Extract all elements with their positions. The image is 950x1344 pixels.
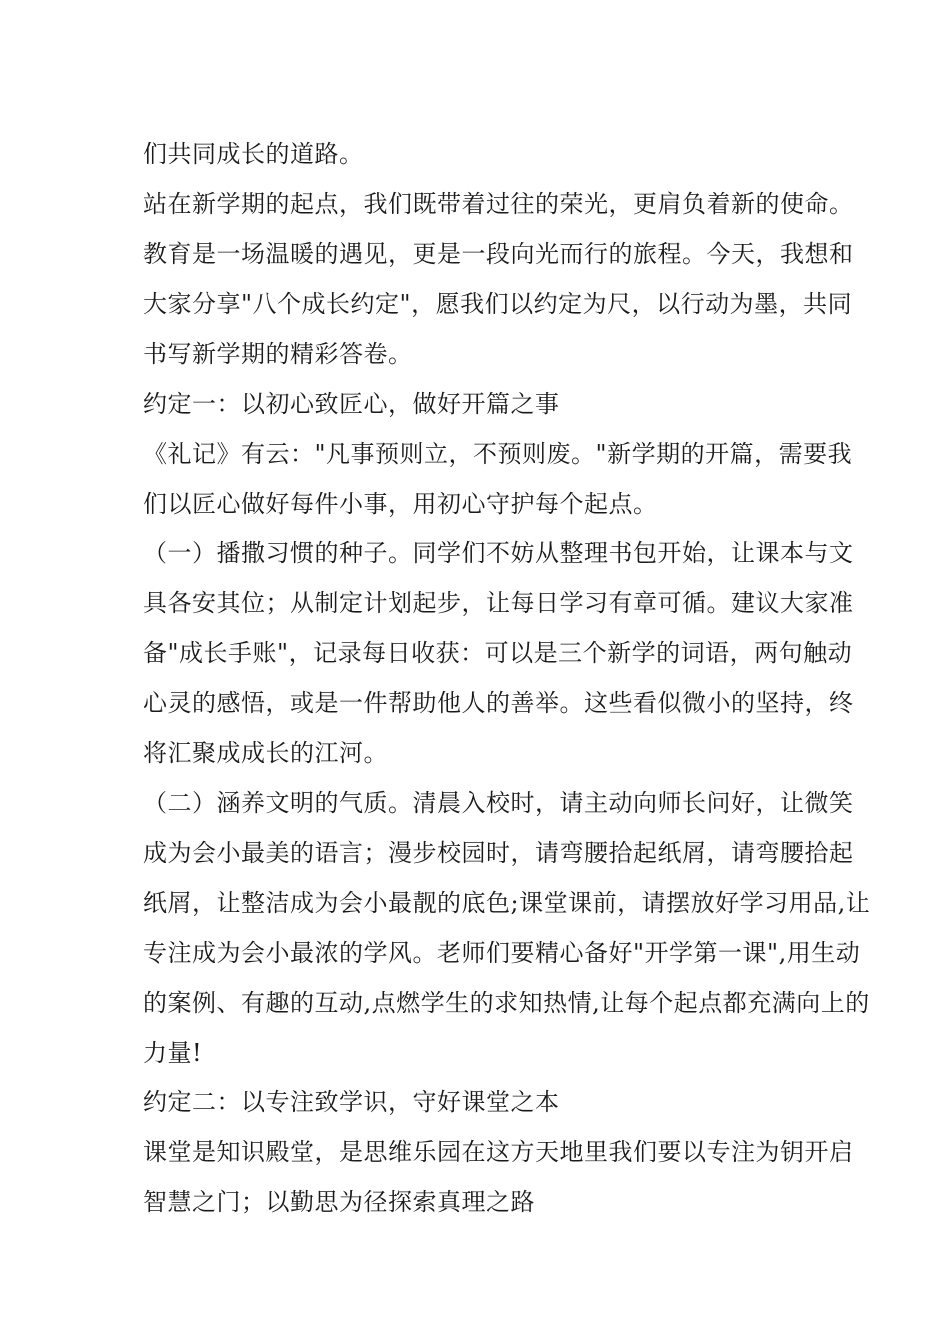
text-line: 《礼记》有云："凡事预则立，不预则废。"新学期的开篇，需要我 bbox=[143, 440, 853, 468]
text-line: （二）涵养文明的气质。清晨入校时，请主动向师长问好，让微笑 bbox=[143, 789, 854, 817]
text-line: 的案例、有趣的互动,点燃学生的求知热情,让每个起点都充满向上的 bbox=[143, 989, 870, 1017]
text-line: 备"成长手账"，记录每日收获：可以是三个新学的词语，两句触动 bbox=[143, 639, 853, 667]
text-line: 大家分享"八个成长约定"，愿我们以约定为尺，以行动为墨，共同 bbox=[143, 290, 853, 318]
text-line: 教育是一场温暖的遇见，更是一段向光而行的旅程。今天，我想和 bbox=[143, 240, 854, 268]
text-line: 具各安其位；从制定计划起步，让每日学习有章可循。建议大家准 bbox=[143, 589, 854, 617]
text-line: 将汇聚成成长的江河。 bbox=[143, 739, 388, 767]
text-line: 站在新学期的起点，我们既带着过往的荣光，更肩负着新的使命。 bbox=[143, 190, 854, 218]
text-line: （一）播撒习惯的种子。同学们不妨从整理书包开始，让课本与文 bbox=[143, 539, 854, 567]
text-line: 专注成为会小最浓的学风。老师们要精心备好"开学第一课",用生动 bbox=[143, 939, 861, 967]
text-line: 心灵的感悟，或是一件帮助他人的善举。这些看似微小的坚持，终 bbox=[143, 689, 854, 717]
section-heading: 约定二：以专注致学识，守好课堂之本 bbox=[143, 1088, 560, 1116]
text-line: 们以匠心做好每件小事，用初心守护每个起点。 bbox=[143, 490, 658, 518]
text-line: 纸屑，让整洁成为会小最靓的底色;课堂课前，请摆放好学习用品,让 bbox=[143, 889, 871, 917]
text-line: 成为会小最美的语言；漫步校园时，请弯腰拾起纸屑，请弯腰拾起 bbox=[143, 839, 854, 867]
section-heading: 约定一：以初心致匠心，做好开篇之事 bbox=[143, 390, 560, 418]
text-line: 课堂是知识殿堂，是思维乐园在这方天地里我们要以专注为钥开启 bbox=[143, 1138, 854, 1166]
text-line: 书写新学期的精彩答卷。 bbox=[143, 340, 413, 368]
text-line: 智慧之门；以勤思为径探索真理之路 bbox=[143, 1188, 535, 1216]
text-line: 们共同成长的道路。 bbox=[143, 140, 364, 168]
text-line: 力量! bbox=[143, 1039, 203, 1067]
